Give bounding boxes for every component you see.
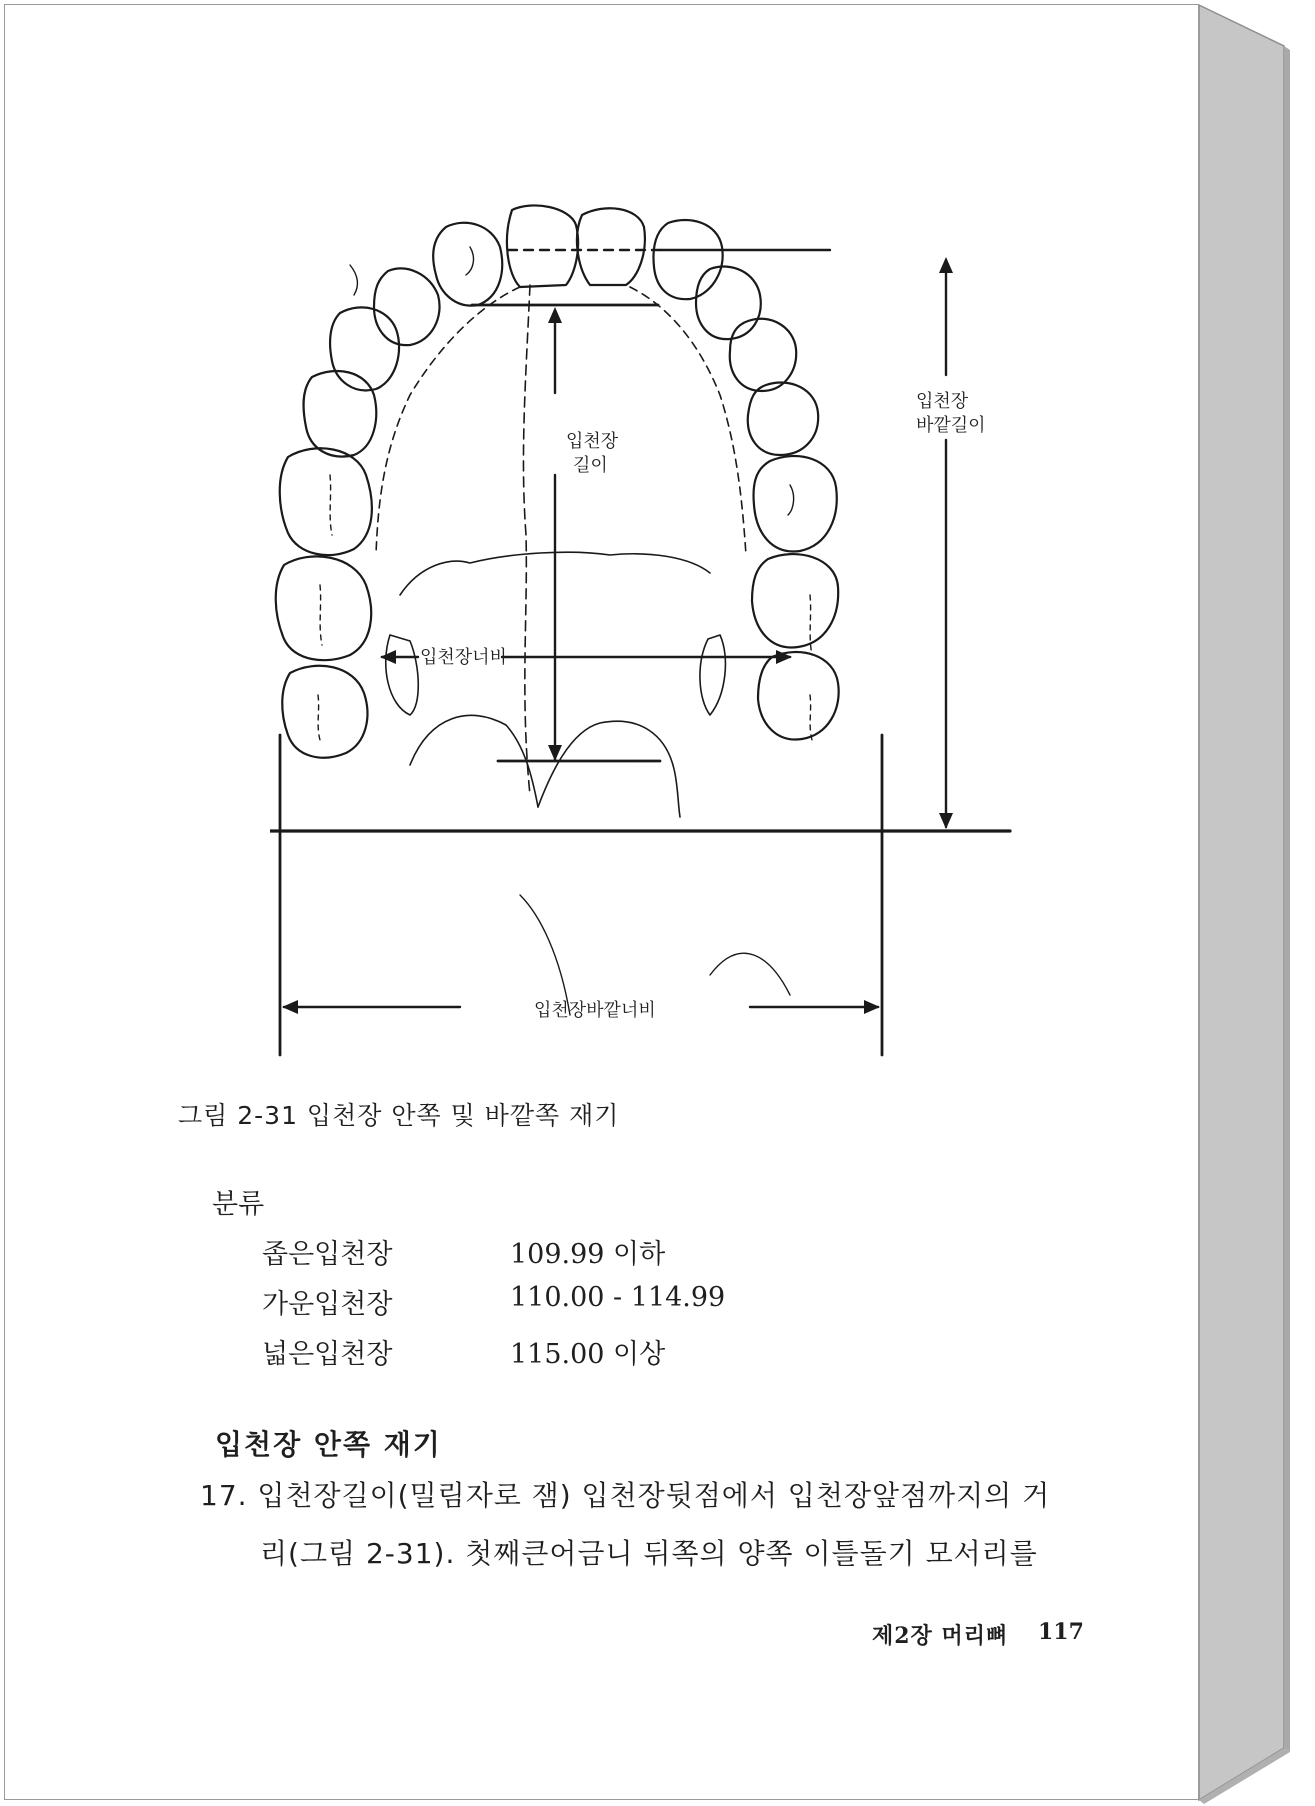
running-footer-chapter: 제2장 머리뼈 — [872, 1623, 1009, 1649]
paragraph-line: 17. 입천장길이(밀림자로 잼) 입천장뒷점에서 입천장앞점까지의 거 — [200, 1479, 1051, 1512]
section-heading: 입천장 안쪽 재기 — [215, 1428, 442, 1461]
palate-measurement-figure — [270, 195, 1030, 1065]
teeth-right — [577, 208, 839, 740]
classification-name: 좁은입천장 — [262, 1239, 393, 1270]
classification-range: 109.99 이하 — [510, 1239, 666, 1270]
paragraph-line: 리(그림 2-31). 첫째큰어금니 뒤쪽의 양쪽 이틀돌기 모서리를 — [260, 1537, 1038, 1570]
label-palate-outer-width: 입천장바깥너비 — [534, 1000, 656, 1021]
label-palate-length-line2: 길이 — [573, 455, 608, 476]
classification-range: 110.00 - 114.99 — [510, 1282, 726, 1313]
classification-title: 분류 — [212, 1189, 265, 1220]
teeth-left — [276, 205, 578, 757]
label-palate-width: 입천장너비 — [420, 647, 507, 668]
page-number: 117 — [1038, 1619, 1084, 1645]
classification-name: 가운입천장 — [262, 1289, 393, 1320]
figure-caption: 그림 2-31 입천장 안쪽 및 바깥쪽 재기 — [178, 1101, 620, 1130]
label-palate-outer-length-line1: 입천장 — [916, 391, 969, 412]
label-palate-length-line1: 입천장 — [566, 431, 619, 452]
measurement-lines — [270, 250, 1010, 1055]
classification-name: 넓은입천장 — [262, 1339, 393, 1370]
classification-range: 115.00 이상 — [510, 1339, 666, 1370]
label-palate-outer-length-line2: 바깥길이 — [916, 415, 986, 436]
arrowheads — [282, 257, 953, 1014]
figure-labels — [420, 391, 986, 1021]
